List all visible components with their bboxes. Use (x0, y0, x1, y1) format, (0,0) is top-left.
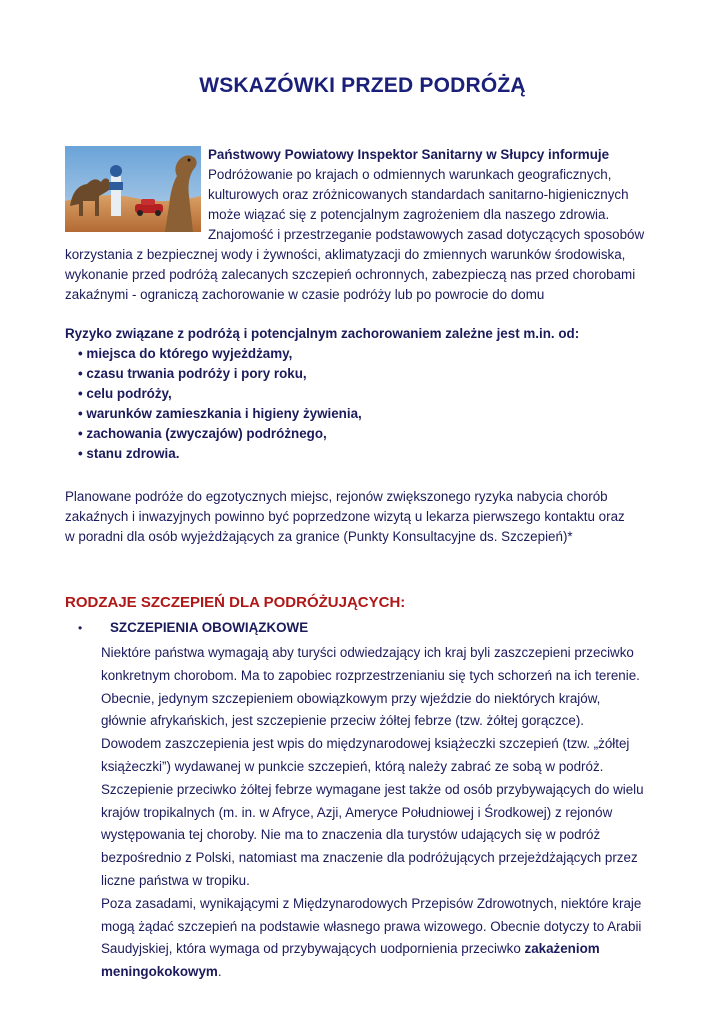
paragraph-line: Poza zasadami, wynikającymi z Międzynarodowych Przepisów Zdrowotnych, niektóre kraje (101, 895, 642, 911)
intro-line: korzystania z bezpiecznej wody i żywności, aklimatyzacji do zmiennych warunków środowiska, (65, 247, 626, 262)
paragraph-line: Obecnie, jedynym szczepieniem obowiązkowym przy wjeździe do niektórych krajów, (101, 690, 601, 706)
camels-photo (65, 146, 201, 232)
paragraph-line (101, 961, 701, 984)
intro-line: zakaźnymi - ograniczą zachorowanie w czasie podróży lub po powrocie do domu (65, 287, 545, 302)
risk-heading: Ryzyko związane z podróżą i potencjalnym zachorowaniem zależne jest m.in. od: (65, 326, 580, 341)
list-item: • czasu trwania podróży i pory roku, (78, 366, 307, 381)
paragraph-line: występowania tej choroby. Nie ma to znaczenia dla turystów udających się w podróż (101, 827, 601, 843)
paragraph-line: liczne państwa w tropiku. (101, 872, 250, 888)
plan-line: w poradni dla osób wyjeżdżających za granice (Punkty Konsultacyjne ds. Szczepień)* (65, 529, 573, 544)
intro-line: kulturowych oraz zróżnicowanych standardach sanitarno-higienicznych (208, 187, 629, 202)
list-item: • miejsca do którego wyjeżdżamy, (78, 346, 293, 361)
paragraph-line: Niektóre państwa wymagają aby turyści odwiedzający ich kraj byli zaszczepieni przeciwko (101, 645, 634, 660)
subsection-heading: SZCZEPIENIA OBOWIĄZKOWE (110, 620, 309, 635)
list-item: • stanu zdrowia. (78, 446, 180, 461)
intro-full-text (65, 245, 665, 305)
plan-line: Planowane podróże do egzotycznych miejsc, rejonów zwiększonego ryzyka nabycia chorób (65, 489, 608, 504)
bullet-icon: • (78, 621, 83, 635)
page-title: WSKAZÓWKI PRZED PODRÓŻĄ (199, 74, 526, 97)
last-line-bold: zakażeniom (524, 941, 600, 957)
intro-side-text (208, 165, 658, 245)
paragraph-line: bezpośrednio z Polski, natomiast ma znaczenie dla podróżujących przejeżdżających przez (101, 850, 638, 866)
paragraph-line: Dowodem zaszczepienia jest wpis do międzynarodowej książeczki szczepień (tzw. „żółtej (101, 736, 630, 752)
last-line-text: Saudyjskiej, która wymaga od przybywających uodpornienia przeciwko (101, 941, 525, 957)
camels-image-icon (65, 146, 201, 232)
paragraph-line: krajów tropikalnych (m. in. w Afryce, Azji, Ameryce Południowej i Środkowej) z rejonów (101, 804, 613, 820)
intro-line: może wiązać się z potencjalnym zagrożeniem dla naszego zdrowia. (208, 207, 610, 222)
paragraph-line: głównie afrykańskich, jest szczepienie przeciw żółtej febrze (tzw. żółtej gorączce). (101, 713, 585, 729)
intro-line: Znajomość i przestrzeganie podstawowych zasad dotyczących sposobów (208, 227, 645, 242)
paragraph-line: konkretnym chorobom. Ma to zapobiec rozprzestrzenianiu się tych schorzeń na ich terenie. (101, 667, 640, 683)
plan-paragraph (65, 487, 665, 547)
final-end: . (217, 964, 222, 980)
section-heading: RODZAJE SZCZEPIEŃ DLA PODRÓŻUJĄCYCH: (65, 594, 406, 611)
plan-line: zakaźnych i inwazyjnych powinno być poprzedzone wizytą u lekarza pierwszego kontaktu oraz (65, 509, 625, 524)
intro-heading: Państwowy Powiatowy Inspektor Sanitarny w Słupcy informuje (208, 147, 610, 162)
paragraph-line: mogą żądać szczepień na podstawie własnego prawa wizowego. Obecnie dotyczy to Arabii (101, 918, 642, 934)
list-item: • warunków zamieszkania i higieny żywienia, (78, 406, 362, 421)
intro-line: Podróżowanie po krajach o odmiennych warunkach geograficznych, (208, 167, 612, 182)
vaccination-paragraph (101, 642, 701, 984)
paragraph-line: Szczepienie przeciwko żółtej febrze wymagane jest także od osób przybywających do wielu (101, 781, 644, 797)
intro-line: wykonanie przed podróżą zalecanych szczepień ochronnych, zabezpieczą nas przed chorobami (65, 267, 636, 282)
paragraph-line (101, 938, 701, 961)
risk-list (78, 344, 362, 464)
paragraph-line: książeczki”) wydawanej w punkcie szczepień, którą należy zabrać ze sobą w podróż. (101, 758, 604, 774)
list-item: • zachowania (zwyczajów) podróżnego, (78, 426, 327, 441)
final-bold: meningokokowym (101, 964, 218, 980)
list-item: • celu podróży, (78, 386, 172, 401)
